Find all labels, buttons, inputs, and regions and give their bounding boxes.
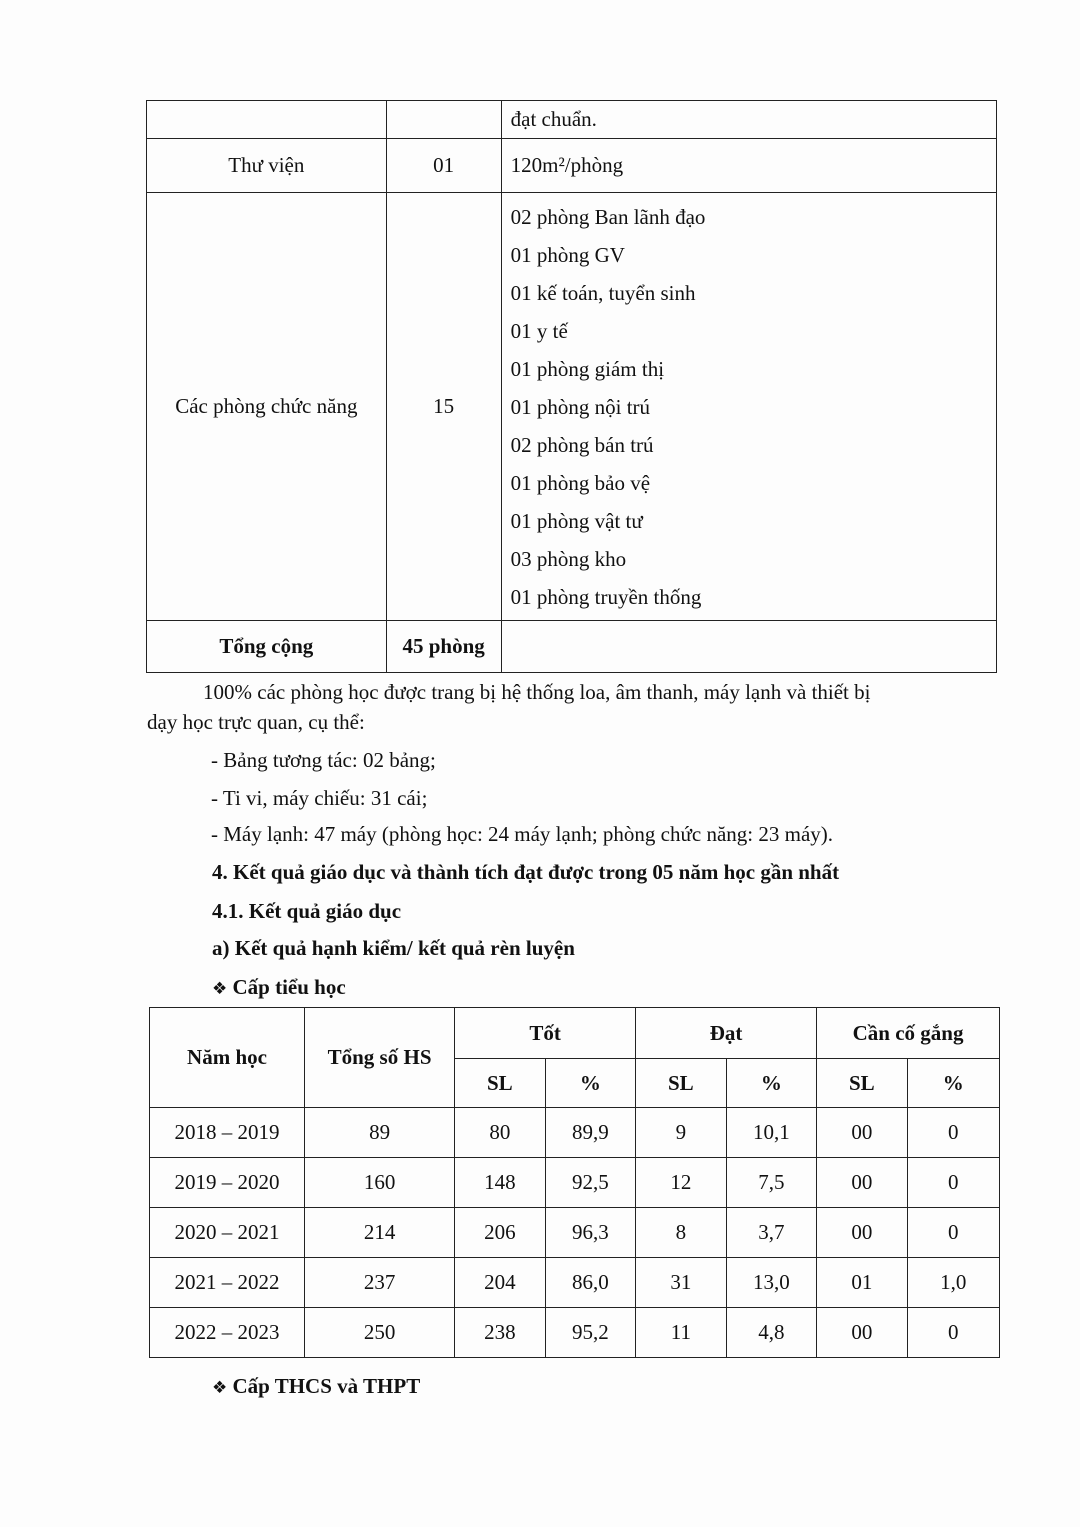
section-heading: 4. Kết quả giáo dục và thành tích đạt được trong 05 năm học gần nhất	[212, 860, 840, 884]
table-cell: 00	[817, 1208, 907, 1258]
facility-name: Các phòng chức năng	[147, 193, 387, 621]
subsection-heading: a) Kết quả hạnh kiểm/ kết quả rèn luyện	[212, 936, 575, 960]
level-heading-label: Cấp THCS và THPT	[232, 1374, 421, 1398]
table-cell: 148	[455, 1158, 545, 1208]
table-cell: 2020 – 2021	[150, 1208, 305, 1258]
level-heading-secondary	[212, 1372, 420, 1402]
column-header: SL	[636, 1059, 726, 1108]
list-item: 01 kế toán, tuyển sinh	[510, 280, 696, 305]
equipment-bullet: - Máy lạnh: 47 máy (phòng học: 24 máy lạnh; phòng chức năng: 23 máy).	[211, 822, 834, 846]
table-cell: 0	[907, 1208, 999, 1258]
facilities-table	[146, 100, 997, 673]
column-header: SL	[817, 1059, 907, 1108]
list-item: 01 phòng vật tư	[510, 508, 643, 533]
table-cell: 206	[455, 1208, 545, 1258]
table-cell: 01	[817, 1258, 907, 1308]
table-row	[150, 1308, 1000, 1358]
equipment-bullet: - Bảng tương tác: 02 bảng;	[211, 748, 436, 772]
table-cell: 8	[636, 1208, 726, 1258]
table-cell: 86,0	[545, 1258, 636, 1308]
table-cell: 0	[907, 1158, 999, 1208]
table-cell: 89,9	[545, 1108, 636, 1158]
list-item: 02 phòng Ban lãnh đạo	[510, 204, 706, 229]
list-item: 01 y tế	[510, 318, 568, 343]
list-item: 01 phòng truyền thống	[510, 584, 702, 609]
functional-room-list	[511, 198, 996, 616]
table-cell: 80	[455, 1108, 545, 1158]
table-cell: 00	[817, 1108, 907, 1158]
table-cell: 0	[907, 1308, 999, 1358]
list-item: 01 phòng nội trú	[510, 394, 651, 419]
list-item: 03 phòng kho	[510, 546, 627, 571]
table-cell: 2019 – 2020	[150, 1158, 305, 1208]
conduct-results-table	[149, 1007, 1000, 1358]
list-item: 01 phòng giám thị	[510, 356, 665, 381]
column-header: SL	[455, 1059, 545, 1108]
table-cell: 2022 – 2023	[150, 1308, 305, 1358]
table-row	[150, 1108, 1000, 1158]
table-cell: 96,3	[545, 1208, 636, 1258]
column-header: Tổng số HS	[305, 1008, 455, 1108]
table-cell: 92,5	[545, 1158, 636, 1208]
table-cell: 214	[305, 1208, 455, 1258]
total-label: Tổng cộng	[147, 621, 387, 673]
list-item: 01 phòng bảo vệ	[510, 470, 651, 495]
column-header: Năm học	[150, 1008, 305, 1108]
table-cell: 160	[305, 1158, 455, 1208]
facility-desc: đạt chuẩn.	[501, 101, 996, 139]
table-cell: 3,7	[726, 1208, 817, 1258]
facility-name: Thư viện	[147, 139, 387, 193]
table-cell: 12	[636, 1158, 726, 1208]
table-cell: 237	[305, 1258, 455, 1308]
table-row	[147, 139, 997, 193]
table-row	[150, 1258, 1000, 1308]
equipment-bullet: - Ti vi, máy chiếu: 31 cái;	[211, 786, 428, 810]
table-cell: 11	[636, 1308, 726, 1358]
column-header: Cần cố gắng	[817, 1008, 1000, 1059]
table-row	[147, 621, 997, 673]
table-cell: 13,0	[726, 1258, 817, 1308]
column-header: %	[907, 1059, 999, 1108]
table-cell: 95,2	[545, 1308, 636, 1358]
total-count: 45 phòng	[386, 621, 501, 673]
table-cell: 89	[305, 1108, 455, 1158]
column-header: %	[726, 1059, 817, 1108]
level-heading-primary	[212, 973, 346, 1003]
table-row	[150, 1158, 1000, 1208]
table-row	[147, 193, 997, 621]
diamond-bullet-icon: ❖	[212, 1378, 228, 1398]
facility-count: 01	[386, 139, 501, 193]
table-cell: 2021 – 2022	[150, 1258, 305, 1308]
table-cell: 00	[817, 1158, 907, 1208]
table-cell: 7,5	[726, 1158, 817, 1208]
equipment-paragraph-line2: dạy học trực quan, cụ thể:	[147, 710, 365, 734]
list-item: 01 phòng GV	[510, 242, 625, 267]
column-header: %	[545, 1059, 636, 1108]
table-cell: 204	[455, 1258, 545, 1308]
table-cell: 10,1	[726, 1108, 817, 1158]
table-header-row	[150, 1008, 1000, 1059]
table-cell: 9	[636, 1108, 726, 1158]
facility-desc: 120m²/phòng	[501, 139, 996, 193]
table-cell: 1,0	[907, 1258, 999, 1308]
column-header: Tốt	[455, 1008, 636, 1059]
table-cell: 250	[305, 1308, 455, 1358]
table-cell: 238	[455, 1308, 545, 1358]
column-header: Đạt	[636, 1008, 817, 1059]
table-cell: 31	[636, 1258, 726, 1308]
table-row	[150, 1208, 1000, 1258]
facility-count: 15	[386, 193, 501, 621]
level-heading-label: Cấp tiểu học	[232, 975, 346, 999]
table-cell: 2018 – 2019	[150, 1108, 305, 1158]
table-row	[147, 101, 997, 139]
table-cell: 00	[817, 1308, 907, 1358]
subsection-heading: 4.1. Kết quả giáo dục	[212, 899, 402, 923]
table-cell: 4,8	[726, 1308, 817, 1358]
list-item: 02 phòng bán trú	[510, 432, 654, 457]
diamond-bullet-icon: ❖	[212, 979, 228, 999]
equipment-paragraph-line1: 100% các phòng học được trang bị hệ thống loa, âm thanh, máy lạnh và thiết bị	[203, 680, 871, 704]
table-cell: 0	[907, 1108, 999, 1158]
